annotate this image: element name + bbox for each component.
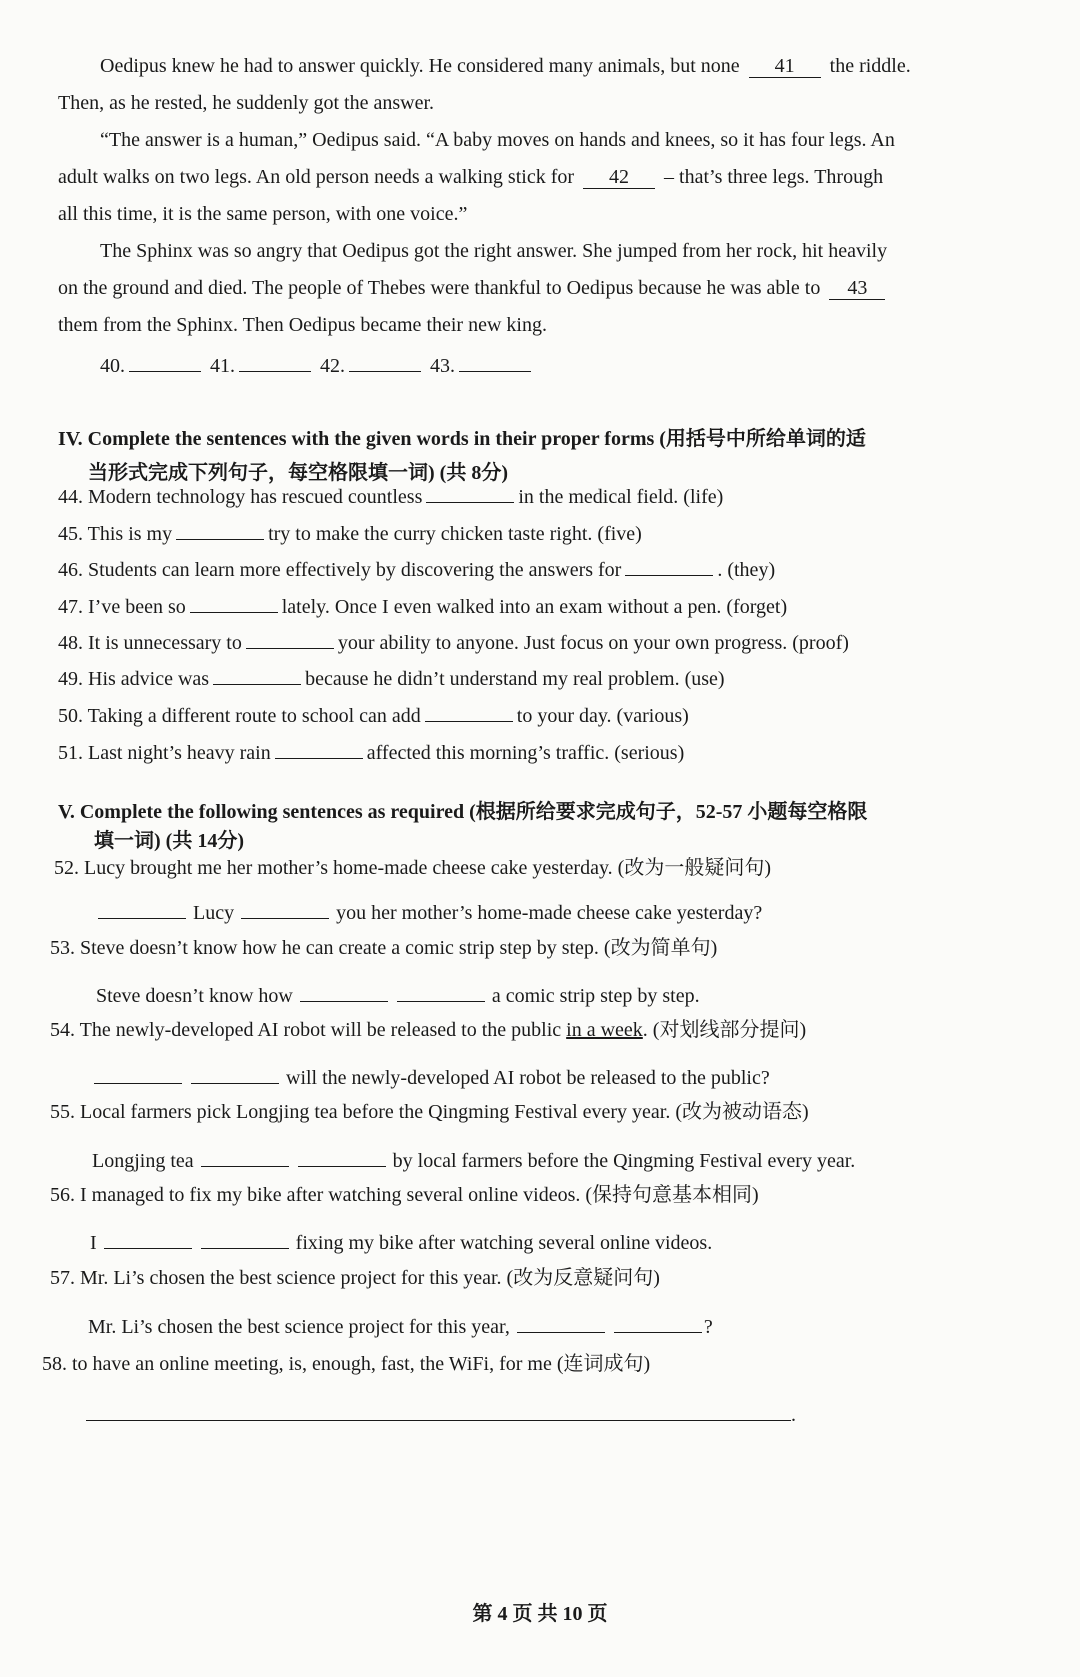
passage-text: Oedipus knew he had to answer quickly. He considered many animals, but none [100, 55, 740, 77]
question-54-answer [92, 1061, 770, 1091]
question-text: Lucy [193, 902, 235, 924]
answer-blank-48[interactable] [246, 626, 334, 649]
question-text: 47. I’ve been so [58, 596, 186, 618]
question-text: 49. His advice was [58, 668, 210, 690]
question-text: you her mother’s home-made cheese cake yesterday? [336, 902, 763, 924]
answer-blank-41[interactable] [239, 349, 311, 372]
passage-line: all this time, it is the same person, with one voice.” [58, 203, 468, 225]
answer-blank-49[interactable] [213, 662, 301, 685]
answer-blank-58[interactable] [86, 1398, 791, 1421]
page-number: 第 4 页 共 10 页 [472, 1603, 608, 1625]
answer-blank-52-2[interactable] [241, 896, 329, 919]
question-text: I [90, 1232, 97, 1254]
question-51 [58, 736, 684, 766]
answer-blank-51[interactable] [275, 736, 363, 759]
answer-label-41: 41. [210, 355, 235, 377]
question-50 [58, 699, 689, 729]
answer-blank-56-2[interactable] [201, 1226, 289, 1249]
answer-blank-54-2[interactable] [191, 1061, 279, 1084]
question-53-prompt: 53. Steve doesn’t know how he can create a comic strip step by step. (改为简单句) [50, 937, 718, 959]
answer-blank-57-2[interactable] [614, 1310, 702, 1333]
question-44 [58, 480, 723, 510]
question-text: will the newly-developed AI robot be released to the public? [286, 1067, 770, 1089]
answer-blank-53-2[interactable] [397, 979, 485, 1002]
answer-label-40: 40. [100, 355, 125, 377]
answer-blank-55-2[interactable] [298, 1144, 386, 1167]
answer-blank-42[interactable] [349, 349, 421, 372]
question-47 [58, 590, 787, 620]
question-55-prompt: 55. Local farmers pick Longjing tea before the Qingming Festival every year. (改为被动语态) [50, 1101, 809, 1123]
answer-row [100, 349, 535, 379]
section-4-title: IV. Complete the sentences with the given words in their proper forms (用括号中所给单词的适 [58, 428, 866, 450]
answer-blank-45[interactable] [176, 517, 264, 540]
question-text: 51. Last night’s heavy rain [58, 742, 271, 764]
passage-line: Then, as he rested, he suddenly got the answer. [58, 92, 435, 114]
question-54-prompt [50, 1017, 806, 1043]
question-58-prompt: 58. to have an online meeting, is, enough, fast, the WiFi, for me (连词成句) [42, 1353, 651, 1375]
blank-41[interactable]: 41 [749, 55, 821, 78]
question-text: 54. The newly-developed AI robot will be released to the public [50, 1019, 562, 1041]
answer-blank-44[interactable] [426, 480, 514, 503]
question-text: your ability to anyone. Just focus on your own progress. (proof) [337, 632, 849, 654]
answer-blank-50[interactable] [425, 699, 513, 722]
question-text: ? [703, 1316, 713, 1338]
passage-text: – that’s three legs. Through [664, 166, 884, 188]
question-56-answer [90, 1226, 712, 1256]
section-4-title-cont: 当形式完成下列句子，每空格限填一词) (共 8分) [88, 462, 508, 484]
passage-line [58, 164, 883, 190]
underlined-phrase: in a week [566, 1019, 643, 1041]
answer-blank-47[interactable] [190, 590, 278, 613]
question-text: a comic strip step by step. [491, 985, 700, 1007]
answer-label-43: 43. [430, 355, 455, 377]
question-text: 48. It is unnecessary to [58, 632, 242, 654]
question-text: 50. Taking a different route to school can add [58, 705, 421, 727]
question-49 [58, 662, 725, 692]
passage-line: “The answer is a human,” Oedipus said. “A baby moves on hands and knees, so it has four legs. An [100, 129, 895, 151]
passage-line: The Sphinx was so angry that Oedipus got the right answer. She jumped from her rock, hit heavily [100, 240, 888, 262]
answer-blank-57-1[interactable] [517, 1310, 605, 1333]
question-text: 45. This is my [58, 523, 173, 545]
answer-blank-53-1[interactable] [300, 979, 388, 1002]
passage-text: on the ground and died. The people of Thebes were thankful to Oedipus because he was able to [58, 277, 821, 299]
answer-blank-55-1[interactable] [201, 1144, 289, 1167]
question-57-answer [88, 1310, 713, 1340]
answer-blank-43[interactable] [459, 349, 531, 372]
answer-blank-54-1[interactable] [94, 1061, 182, 1084]
section-5-title: V. Complete the following sentences as required (根据所给要求完成句子，52-57 小题每空格限 [58, 801, 868, 823]
passage-line: them from the Sphinx. Then Oedipus became their new king. [58, 314, 547, 336]
question-55-answer [92, 1144, 855, 1174]
question-53-answer [96, 979, 700, 1009]
question-text: by local farmers before the Qingming Festival every year. [392, 1150, 856, 1172]
question-45 [58, 517, 642, 547]
question-text: Steve doesn’t know how [96, 985, 293, 1007]
question-text: lately. Once I even walked into an exam without a pen. (forget) [281, 596, 788, 618]
question-text: because he didn’t understand my real problem. (use) [305, 668, 725, 690]
question-57-prompt: 57. Mr. Li’s chosen the best science project for this year. (改为反意疑问句) [50, 1267, 660, 1289]
passage-line [100, 53, 911, 79]
question-text: fixing my bike after watching several online videos. [295, 1232, 713, 1254]
question-56-prompt: 56. I managed to fix my bike after watching several online videos. (保持句意基本相同) [50, 1184, 759, 1206]
passage-text: the riddle. [829, 55, 911, 77]
question-text: . (they) [717, 559, 776, 581]
answer-label-42: 42. [320, 355, 345, 377]
answer-blank-56-1[interactable] [104, 1226, 192, 1249]
section-5-title-cont: 填一词) (共 14分) [94, 830, 244, 852]
answer-blank-52-1[interactable] [98, 896, 186, 919]
question-52-answer [96, 896, 762, 926]
question-text: 46. Students can learn more effectively by discovering the answers for [58, 559, 622, 581]
question-text: Longjing tea [92, 1150, 194, 1172]
question-text: . [791, 1404, 796, 1426]
question-text: affected this morning’s traffic. (serious) [366, 742, 685, 764]
question-text: 44. Modern technology has rescued countless [58, 486, 423, 508]
answer-blank-40[interactable] [129, 349, 201, 372]
answer-blank-46[interactable] [625, 553, 713, 576]
blank-43[interactable]: 43 [829, 277, 885, 300]
question-text: try to make the curry chicken taste right. (five) [268, 523, 642, 545]
question-text: in the medical field. (life) [518, 486, 724, 508]
question-text: to your day. (various) [516, 705, 689, 727]
question-58-answer [86, 1398, 796, 1428]
question-48 [58, 626, 849, 656]
question-52-prompt: 52. Lucy brought me her mother’s home-made cheese cake yesterday. (改为一般疑问句) [54, 857, 771, 879]
question-text: Mr. Li’s chosen the best science project for this year, [88, 1316, 510, 1338]
question-46 [58, 553, 775, 583]
question-text: . (对划线部分提问) [642, 1019, 807, 1041]
passage-line [58, 275, 889, 301]
passage-text: adult walks on two legs. An old person needs a walking stick for [58, 166, 575, 188]
blank-42[interactable]: 42 [583, 166, 655, 189]
